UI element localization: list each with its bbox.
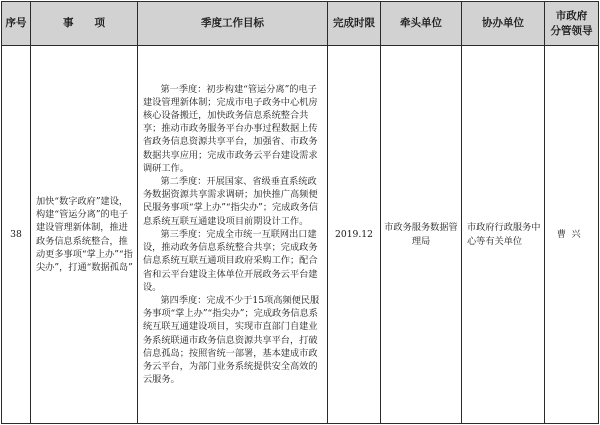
header-deadline: 完成时限 bbox=[328, 2, 381, 46]
row-seq: 38 bbox=[2, 46, 31, 424]
header-lead-unit: 牵头单位 bbox=[381, 2, 462, 46]
table-row bbox=[2, 46, 599, 424]
row-lead-unit: 市政务服务数据管理局 bbox=[381, 46, 462, 424]
row-item: 加快“数字政府”建设，构建“管运分离”的电子建设管理新体制，推进政务信息系统整合，推动更多事项“掌上办”“指尖办”，打通“数据孤岛” bbox=[31, 46, 138, 424]
row-deadline: 2019.12 bbox=[328, 46, 381, 424]
header-item: 事 项 bbox=[31, 2, 138, 46]
goal-q3: 第三季度：完成全市统一互联网出口建设，推动政务信息系统整合共享；完成政务信息系统互联互通项目政府采购工作；配合省和云平台建设主体单位开展政务云平台建设。 bbox=[143, 228, 318, 293]
goal-q2: 第二季度：开展国家、省级垂直系统政务数据资源共享需求调研；加快推广高频便民服务事项“掌上办”“指尖办”；完成政务信息系统互联互通建设项目前期设计工作。 bbox=[143, 176, 318, 227]
header-leader-line1: 市政府 bbox=[555, 9, 588, 22]
header-assist-unit: 协办单位 bbox=[462, 2, 545, 46]
row-goals bbox=[138, 46, 328, 424]
header-leader-line2: 分管领导 bbox=[550, 24, 593, 37]
header-leader bbox=[545, 2, 599, 46]
header-goals: 季度工作目标 bbox=[138, 2, 328, 46]
table-header bbox=[2, 2, 599, 46]
header-seq: 序号 bbox=[2, 2, 31, 46]
row-assist-unit: 市政府行政服务中心等有关单位 bbox=[462, 46, 545, 424]
row-leader: 曹兴 bbox=[545, 46, 599, 424]
work-plan-table bbox=[1, 1, 599, 424]
goal-q1: 第一季度：初步构建“管运分离”的电子建设管理新体制；完成市电子政务中心机房核心设备搬迁，加快政务信息系统整合共享；推动市政务服务平台办事过程数据上传省政务信息资源共享平台，加强省、市政务数据共享应用；完成市政务云平台建设需求调研工作。 bbox=[143, 83, 318, 174]
goal-q4: 第四季度：完成不少于15项高频便民服务事项“掌上办”“指尖办”；完成政务信息系统互联互通建设项目，实现市直部门自建业务系统联通市政务信息资源共享平台，打破信息孤岛；按照省统一部署，基本建成市政务云平台，为部门业务系统提供安全高效的云服务。 bbox=[143, 294, 320, 386]
